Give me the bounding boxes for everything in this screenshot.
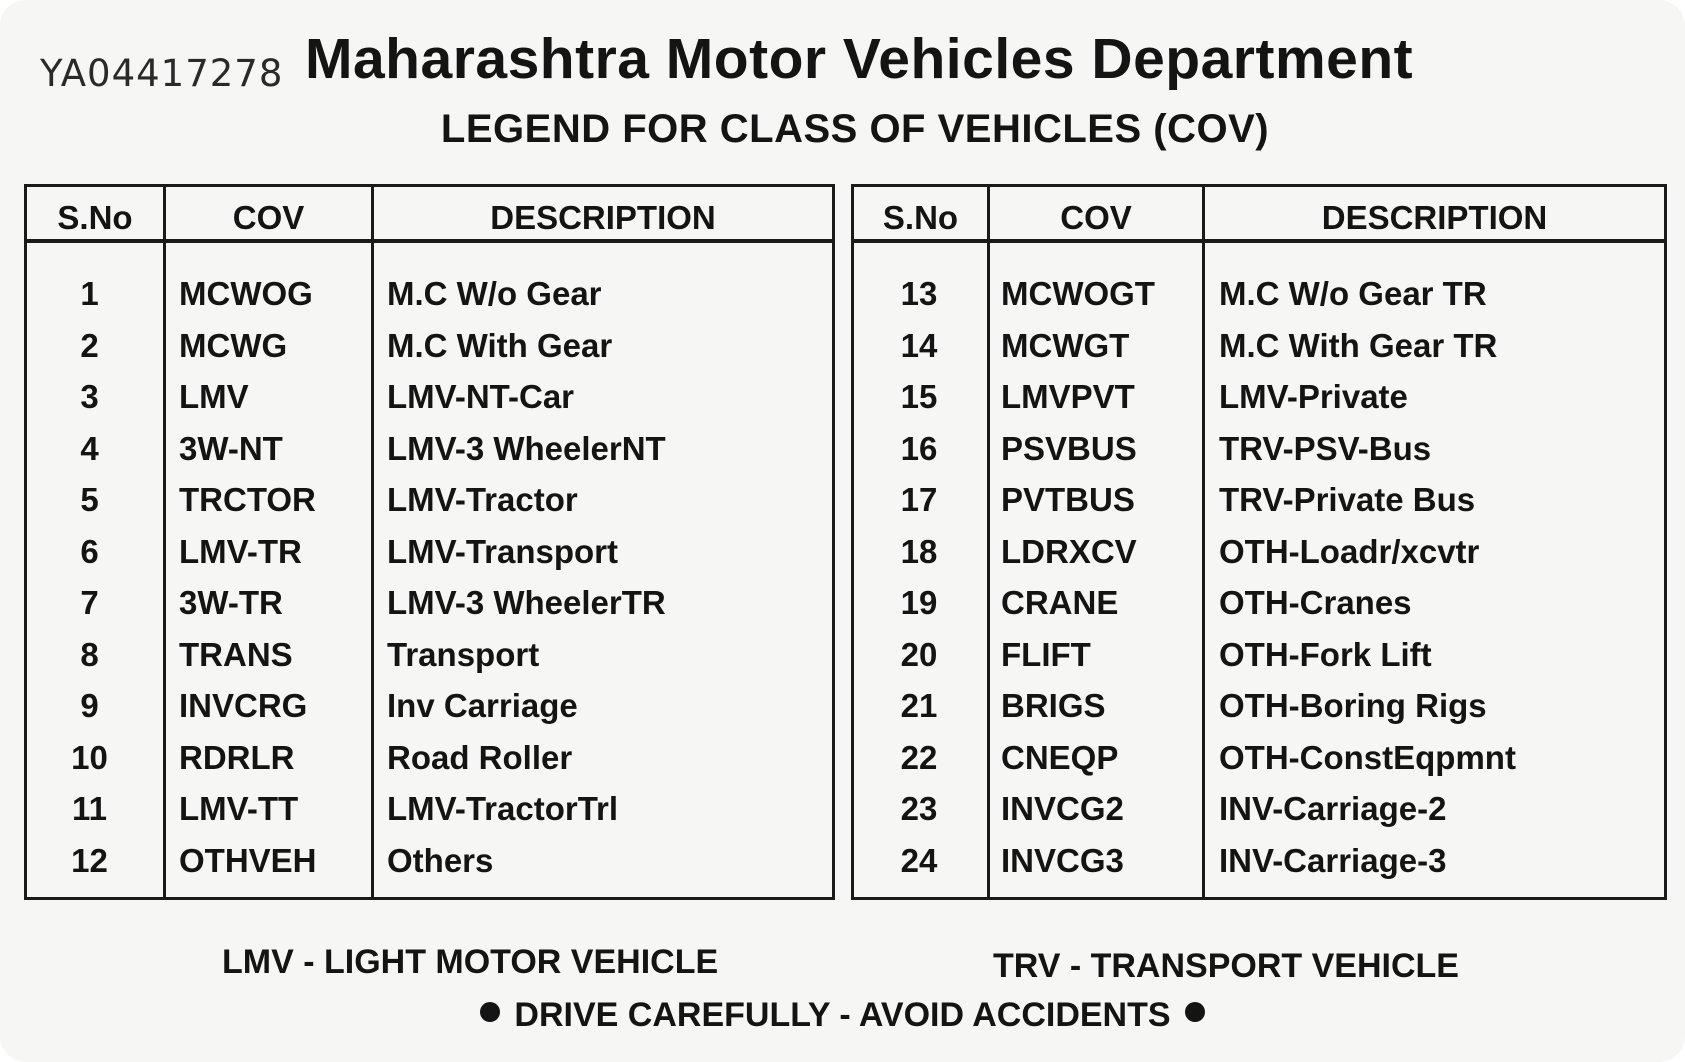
cell-sno: 2 [80, 326, 99, 364]
cell-sno: 12 [71, 841, 108, 879]
cell-cov: LMV [179, 378, 249, 415]
cell-description: M.C W/o Gear [387, 275, 602, 312]
cell-description: LMV-Private [1219, 378, 1408, 415]
table-row [27, 790, 832, 842]
cell-description: OTH-ConstEqpmnt [1219, 738, 1516, 776]
cell-cov: CRANE [1001, 584, 1119, 621]
cell-description: LMV-Tractor [387, 481, 578, 518]
cell-sno: 5 [80, 481, 99, 518]
table-row [27, 378, 832, 430]
table-header [27, 187, 832, 243]
cov-table-right [851, 184, 1667, 900]
page-subtitle: LEGEND FOR CLASS OF VEHICLES (COV) [440, 107, 1270, 151]
cell-sno: 9 [80, 687, 99, 724]
lmv-note: LMV - LIGHT MOTOR VEHICLE [222, 943, 719, 981]
cell-description: LMV-3 WheelerNT [387, 429, 666, 467]
cell-cov: 3W-TR [179, 584, 283, 621]
cell-cov: INVCRG [179, 687, 308, 724]
cell-sno: 11 [72, 790, 107, 827]
table-row [27, 533, 832, 585]
cell-description: OTH-Cranes [1219, 584, 1412, 621]
cell-cov: FLIFT [1001, 635, 1091, 673]
table-row [27, 481, 832, 533]
cell-cov: MCWOGT [1001, 275, 1155, 312]
header-cov: COV [232, 199, 305, 236]
cell-description: LMV-Transport [387, 532, 619, 570]
cell-cov: LMV-TR [179, 532, 302, 570]
cov-table-left [24, 184, 835, 900]
cell-cov: CNEQP [1001, 738, 1119, 776]
cell-description: LMV-3 WheelerTR [387, 584, 666, 621]
header-sno: S.No [882, 199, 959, 236]
table-row [27, 430, 832, 482]
bullet-icon [480, 1002, 500, 1022]
serial-number: YA04417278 [40, 52, 284, 95]
table-row [854, 275, 1664, 327]
cell-description: Road Roller [387, 738, 573, 776]
table-row [27, 842, 832, 894]
cell-description: TRV-PSV-Bus [1219, 429, 1432, 467]
cell-sno: 1 [80, 275, 99, 312]
cell-sno: 7 [80, 584, 99, 621]
cell-sno: 15 [900, 378, 938, 415]
cell-cov: PVTBUS [1001, 481, 1135, 518]
cell-description: Inv Carriage [387, 687, 578, 724]
table-body [27, 275, 832, 893]
cell-sno: 19 [900, 584, 938, 621]
cell-cov: TRCTOR [179, 481, 316, 518]
cell-sno: 16 [900, 429, 938, 467]
cell-cov: LMV-TT [179, 790, 299, 827]
slogan-text: DRIVE CAREFULLY - AVOID ACCIDENTS [514, 996, 1171, 1034]
cell-sno: 3 [80, 378, 99, 415]
cell-description: TRV-Private Bus [1219, 481, 1476, 518]
header-cov: COV [1060, 199, 1132, 236]
table-row [854, 790, 1664, 842]
cell-description: OTH-Loadr/xcvtr [1219, 532, 1480, 570]
trv-note: TRV - TRANSPORT VEHICLE [993, 947, 1459, 985]
cell-cov: LMVPVT [1001, 378, 1135, 415]
cell-description: Others [387, 841, 494, 879]
table-body [854, 275, 1664, 893]
table-row [854, 378, 1664, 430]
header-description: DESCRIPTION [490, 199, 716, 236]
cell-cov: MCWOG [179, 275, 313, 312]
cell-description: INV-Carriage-3 [1219, 841, 1447, 879]
cell-cov: TRANS [179, 635, 293, 673]
table-row [27, 687, 832, 739]
cell-sno: 18 [900, 532, 938, 570]
cell-cov: INVCG3 [1001, 841, 1124, 879]
cell-cov: MCWG [179, 326, 288, 364]
safety-slogan [0, 996, 1685, 1035]
table-row [854, 327, 1664, 379]
cell-sno: 20 [900, 635, 938, 673]
cell-sno: 4 [80, 429, 99, 467]
cell-cov: PSVBUS [1001, 429, 1137, 467]
table-row [854, 481, 1664, 533]
cell-sno: 14 [900, 326, 938, 364]
cell-sno: 13 [900, 275, 938, 312]
cell-description: LMV-NT-Car [387, 378, 575, 415]
header-description: DESCRIPTION [1321, 199, 1548, 236]
cell-description: OTH-Boring Rigs [1219, 687, 1487, 724]
cell-cov: OTHVEH [179, 841, 317, 879]
cell-description: Transport [387, 635, 540, 673]
table-row [854, 842, 1664, 894]
header-sno: S.No [57, 199, 133, 236]
cell-cov: 3W-NT [179, 429, 283, 467]
cell-description: INV-Carriage-2 [1219, 790, 1447, 827]
cell-sno: 24 [900, 841, 938, 879]
table-row [854, 739, 1664, 791]
table-row [27, 327, 832, 379]
table-header [854, 187, 1664, 243]
table-row [854, 430, 1664, 482]
cell-sno: 6 [80, 532, 99, 570]
cell-cov: INVCG2 [1001, 790, 1124, 827]
table-row [27, 739, 832, 791]
table-row [27, 584, 832, 636]
cell-cov: BRIGS [1001, 687, 1106, 724]
table-row [854, 584, 1664, 636]
cell-description: M.C With Gear [387, 326, 613, 364]
cell-cov: RDRLR [179, 738, 295, 776]
cell-sno: 10 [71, 738, 108, 776]
cell-sno: 23 [900, 790, 938, 827]
cell-description: LMV-TractorTrl [387, 790, 619, 827]
table-row [27, 636, 832, 688]
cell-sno: 8 [80, 635, 99, 673]
page-title: Maharashtra Motor Vehicles Department [305, 27, 1414, 91]
cell-sno: 22 [900, 738, 938, 776]
table-row [27, 275, 832, 327]
table-row [854, 533, 1664, 585]
bullet-icon [1185, 1002, 1205, 1022]
cell-sno: 21 [900, 687, 938, 724]
cell-description: M.C W/o Gear TR [1219, 275, 1487, 312]
cell-cov: MCWGT [1001, 326, 1130, 364]
cell-sno: 17 [900, 481, 938, 518]
cell-description: M.C With Gear TR [1219, 326, 1498, 364]
table-row [854, 687, 1664, 739]
table-row [854, 636, 1664, 688]
cell-description: OTH-Fork Lift [1219, 635, 1432, 673]
cell-cov: LDRXCV [1001, 532, 1137, 570]
